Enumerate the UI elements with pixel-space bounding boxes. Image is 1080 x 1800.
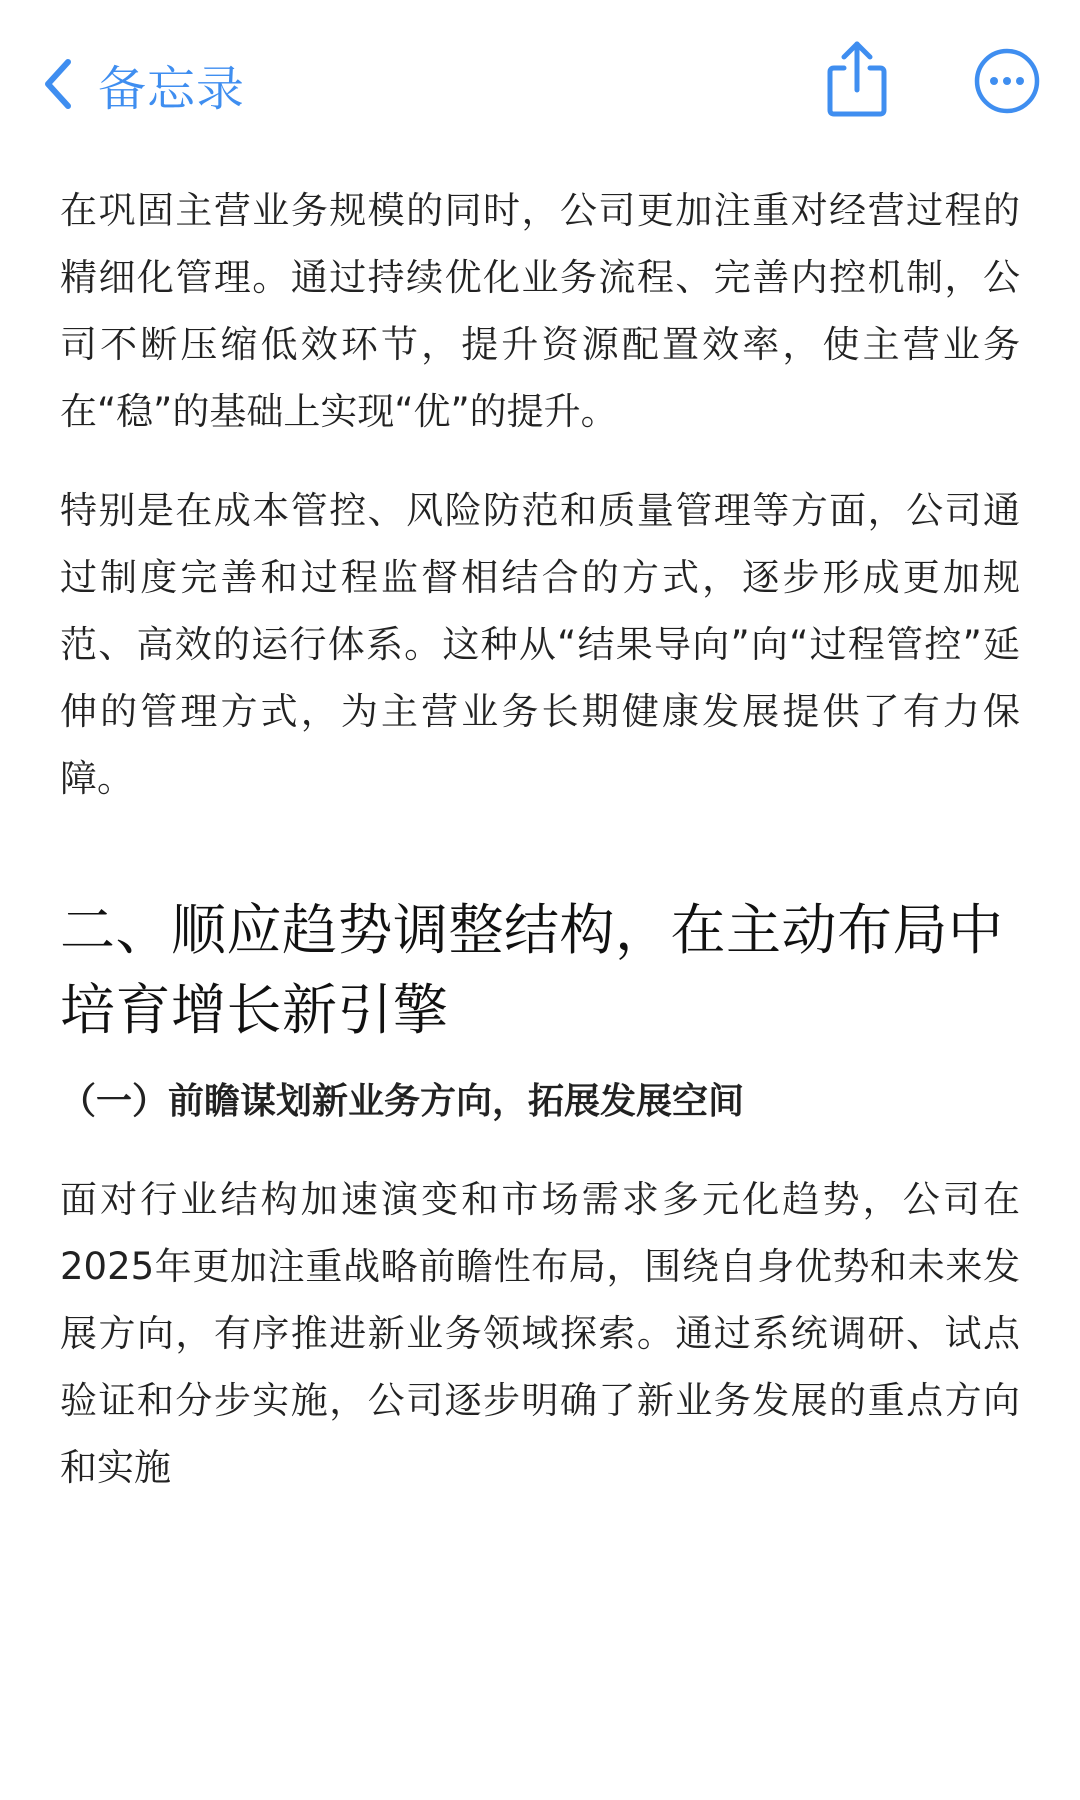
section-heading: 二、顺应趋势调整结构，在主动布局中培育增长新引擎 [60, 898, 1004, 1042]
back-button[interactable] [40, 48, 245, 120]
subsection-heading: （一）前瞻谋划新业务方向，拓展发展空间 [60, 1081, 745, 1122]
note-paragraph-3: 面对行业结构加速演变和市场需求多元化趋势，公司在2025年更加注重战略前瞻性布局，围绕自身优势和未来发展方向，有序推进新业务领域探索。通过系统调研、试点验证和分步实施，公司逐步明确了新业务发展的重点方向和实施 [60, 1178, 1020, 1489]
share-button[interactable] [822, 38, 892, 118]
back-label: 备忘录 [98, 60, 246, 117]
navigation-bar [0, 0, 1080, 165]
more-button[interactable] [974, 48, 1040, 114]
share-icon [822, 38, 892, 118]
note-body[interactable] [0, 177, 1080, 1501]
note-paragraph-1: 在巩固主营业务规模的同时，公司更加注重对经营过程的精细化管理。通过持续优化业务流程、完善内控机制，公司不断压缩低效环节，提升资源配置效率，使主营业务在“稳”的基础上实现“优”的提升。 [60, 189, 1020, 433]
more-circle-icon [974, 48, 1040, 114]
chevron-left-icon [40, 56, 76, 112]
note-paragraph-2: 特别是在成本管控、风险防范和质量管理等方面，公司通过制度完善和过程监督相结合的方式，逐步形成更加规范、高效的运行体系。这种从“结果导向”向“过程管控”延伸的管理方式，为主营业务长期健康发展提供了有力保障。 [60, 489, 1020, 800]
